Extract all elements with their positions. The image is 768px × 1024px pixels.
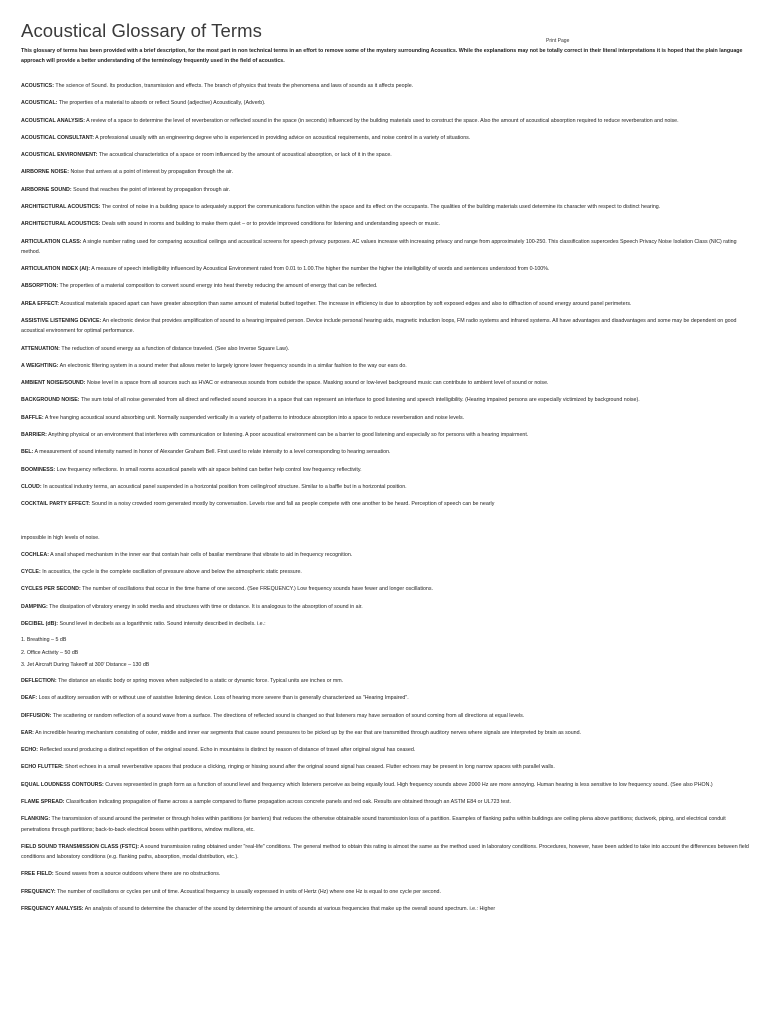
print-page-link[interactable]: Print Page xyxy=(546,38,570,44)
glossary-entry xyxy=(21,499,751,509)
glossary-term: BAFFLE: xyxy=(21,414,44,421)
glossary-definition: A free hanging acoustical sound absorbing unit. Normally suspended vertically in a variety of patterns to introduce absorption into a space to reduce reverberation and noise levels. xyxy=(44,414,465,421)
glossary-definition: A measurement of sound intensity named in honor of Alexander Graham Bell. First used to relate intensity to a level corresponding to hearing sensation. xyxy=(34,449,391,456)
glossary-term: COCHLEA: xyxy=(21,551,49,558)
glossary-term: DAMPING: xyxy=(21,603,48,610)
glossary-entry xyxy=(21,81,751,91)
glossary-definition: An electronic device that provides amplification of sound to a hearing impaired person. Device include personal hearing aids, magnetic induction loops, FM radio systems and infrared systems. All have advantages and disadvantages and some may be dependent on good acoustical environment for optimal performance. xyxy=(21,318,737,335)
page-title: Acoustical Glossary of Terms xyxy=(21,20,262,41)
glossary-definition: A snail shaped mechanism in the inner ear that contain hair cells of basilar membrane that vibrate to aid in frequency recognition. xyxy=(50,551,353,558)
glossary-term: BARRIER: xyxy=(21,432,47,439)
glossary-entry xyxy=(21,361,751,371)
glossary-term: ACOUSTICAL ANALYSIS: xyxy=(21,117,85,124)
glossary-term: FREQUENCY: xyxy=(21,888,56,895)
glossary-term: ABSORPTION: xyxy=(21,283,59,290)
glossary-definition: The science of Sound. Its production, transmission and effects. The branch of physics that treats the phenomena and laws of sounds as it affects people. xyxy=(55,83,414,89)
glossary-term: ARTICULATION INDEX (AI): xyxy=(21,266,91,273)
glossary-definition: Sound in a noisy crowded room generated mostly by conversation. Levels rise and fall as people compete with one another to be heard. Perception of speech can be nearly xyxy=(91,501,495,508)
glossary-definition: In acoustical industry terms, an acoustical panel suspended in a horizontal position from ceiling/roof structure. Similar to a baffle but in a horizontal position. xyxy=(43,483,407,490)
glossary-term: AMBIENT NOISE/SOUND: xyxy=(21,380,86,387)
glossary-entry xyxy=(21,219,751,229)
glossary-entry xyxy=(21,602,751,612)
glossary-term: ECHO FLUTTER: xyxy=(21,764,64,771)
glossary-entry xyxy=(21,316,751,336)
glossary-term: ARTICULATION CLASS: xyxy=(21,238,82,245)
glossary-term: FLANKING: xyxy=(21,816,51,823)
glossary-definition: Anything physical or an environment that interferes with communication or listening. A poor acoustical environment can be a barrier to good listening and especially so for persons with a hearing impairment. xyxy=(48,432,529,439)
glossary-entry xyxy=(21,465,751,475)
glossary-entry xyxy=(21,202,751,212)
glossary-definition: Loss of auditory sensation with or without use of assistive listening device. Loss of hearing more severe than is generally characterized as "Hearing Impaired". xyxy=(38,695,409,702)
glossary-entry xyxy=(21,344,751,354)
glossary-term: ACOUSTICAL: xyxy=(21,100,58,107)
glossary-term: ACOUSTICAL ENVIRONMENT: xyxy=(21,152,98,159)
glossary-definition: The reduction of sound energy as a function of distance traveled. (See also Inverse Square Law). xyxy=(61,345,290,352)
glossary-definition: Curves represented in graph form as a function of sound level and frequency which listeners perceive as being equally loud. High frequency sounds above 2000 Hz are more annoying. Human hearing is less sensitive to low frequency sound. (See also PHON.) xyxy=(105,781,713,788)
glossary-definition: Low frequency reflections. In small rooms acoustical panels with air space behind can better help control low frequency reflectivity. xyxy=(56,466,362,473)
glossary-definition: Sound that reaches the point of interest by propagation through air. xyxy=(73,186,231,193)
glossary-entry xyxy=(21,797,751,807)
glossary-definition: A single number rating used for comparing acoustical ceilings and acoustical screens for speech privacy purposes. AC values increase with increasing privacy and range from approximately 100-250. This classification supercedes Speech Privacy Noise Isolation Class (NIC) rating method. xyxy=(21,238,737,255)
glossary-list xyxy=(21,81,751,921)
glossary-entry xyxy=(21,447,751,457)
glossary-definition: The distance an elastic body or spring moves when subjected to a static or dynamic force. Typical units are inches or mm. xyxy=(58,677,344,684)
glossary-entry xyxy=(21,413,751,423)
glossary-term: CYCLES PER SECOND: xyxy=(21,586,81,593)
glossary-definition: Noise level in a space from all sources such as HVAC or extraneous sounds from outside the space. Masking sound or low-level background music can contribute to ambient level of sound or noise. xyxy=(86,380,549,387)
glossary-entry xyxy=(21,281,751,291)
glossary-definition: A review of a space to determine the level of reverberation or reflected sound in the space (in seconds) influenced by the building materials used to construct the space. Also the amount of acoustical absorption required to reduce reverberation and noise. xyxy=(86,117,679,124)
glossary-entry xyxy=(21,133,751,143)
glossary-definition: The dissipation of vibratory energy in solid media and structures with time or distance. It is analogous to the absorption of sound in air. xyxy=(49,603,363,610)
glossary-entry xyxy=(21,745,751,755)
glossary-definition: An incredible hearing mechanism consisting of outer, middle and inner ear segments that cause sound pressures to be picked up by the ear that are transmitted through auditory nerves where signals are interpreted by brain as sound. xyxy=(35,729,582,736)
glossary-term: A WEIGHTING: xyxy=(21,362,59,369)
glossary-entry xyxy=(21,780,751,790)
glossary-term: ASSISTIVE LISTENING DEVICE: xyxy=(21,318,102,325)
glossary-entry xyxy=(21,482,751,492)
glossary-definition: The number of oscillations that occur in the time frame of one second. (See FREQUENCY.) Low frequency sounds have fewer and longer oscillations. xyxy=(82,586,433,593)
glossary-definition: The properties of a material composition to convert sound energy into heat thereby reducing the amount of energy that can be reflected. xyxy=(59,283,378,290)
glossary-term: BACKGROUND NOISE: xyxy=(21,397,80,404)
page-break xyxy=(21,517,751,533)
glossary-definition: A professional usually with an engineering degree who is experienced in providing advice on acoustical requirements, and noise control in a variety of situations. xyxy=(95,134,471,141)
list-item: 2. Office Activity – 50 dB xyxy=(21,649,79,656)
glossary-entry xyxy=(21,842,751,862)
glossary-definition: The scattering or random reflection of a sound wave from a surface. The directions of reflected sound is changed so that listeners may have sensation of sound coming from all directions at equal levels. xyxy=(52,712,525,719)
intro-paragraph: This glossary of terms has been provided with a brief description, for the most part in non technical terms in an effort to remove some of the mystery surrounding Acoustics. While the explanations may not be totally correct in their literal interpretations it is hoped that the plain language approach will provide a better understanding of the terminology frequently used in the field of acoustics. xyxy=(21,48,743,65)
glossary-entry xyxy=(21,869,751,879)
decibel-examples-list xyxy=(21,634,751,671)
glossary-term: ACOUSTICS: xyxy=(21,83,54,89)
glossary-entry xyxy=(21,762,751,772)
glossary-term: DIFFUSION: xyxy=(21,712,52,719)
glossary-entry xyxy=(21,584,751,594)
glossary-entry xyxy=(21,116,751,126)
glossary-entry xyxy=(21,533,751,543)
glossary-term: FREQUENCY ANALYSIS: xyxy=(21,905,84,912)
glossary-term: AREA EFFECT: xyxy=(21,300,60,307)
glossary-definition: Classification indicating propagation of flame across a sample compared to flame propagation across concrete panels and red oak. Results are obtained through an ASTM E84 or UL723 test. xyxy=(66,799,511,805)
glossary-definition: Deals with sound in rooms and building to make them quiet – or to provide improved conditions for listening and understanding speech or music. xyxy=(101,221,440,228)
glossary-definition: An electronic filtering system in a sound meter that allows meter to largely ignore lower frequency sounds in a similar fashion to the way our ears do. xyxy=(59,362,407,369)
glossary-term: ARCHITECTURAL ACOUSTICS: xyxy=(21,221,101,228)
glossary-definition: The transmission of sound around the perimeter or through holes within partitions (or barriers) that reduces the otherwise obtainable sound transmission loss of a partition. Examples of flanking paths within buildings are ceiling plena above partitions; ductwork, piping, and electrical conduit penetrations through partitions; back-to-back electrical boxes within partitions, window mullions, etc. xyxy=(21,816,726,833)
glossary-definition: Sound level in decibels as a logarithmic ratio. Sound intensity described in decibels. i.e.: xyxy=(59,621,266,628)
glossary-entry xyxy=(21,676,751,686)
glossary-entry xyxy=(21,185,751,195)
glossary-entry xyxy=(21,619,751,629)
glossary-definition: An analysis of sound to determine the character of the sound by determining the amount of sounds at various frequencies that make up the overall sound spectrum. i.e.: Higher xyxy=(84,905,496,912)
glossary-term: DEFLECTION: xyxy=(21,677,57,684)
glossary-term: ARCHITECTURAL ACOUSTICS: xyxy=(21,204,101,211)
glossary-entry xyxy=(21,264,751,274)
glossary-definition: A measure of speech intelligibility influenced by Acoustical Environment rated from 0.01 to 1.00.The higher the number the higher the intelligibility of words and sentences understood from 0-100%. xyxy=(91,266,550,273)
glossary-entry xyxy=(21,98,751,108)
glossary-entry xyxy=(21,378,751,388)
glossary-entry xyxy=(21,567,751,577)
glossary-term: DEAF: xyxy=(21,695,38,702)
glossary-term: ACOUSTICAL CONSULTANT: xyxy=(21,134,94,141)
glossary-term: FIELD SOUND TRANSMISSION CLASS (FSTC): xyxy=(21,843,140,850)
glossary-definition: The acoustical characteristics of a space or room influenced by the amount of acoustical absorption, or lack of it in the space. xyxy=(98,152,392,159)
glossary-entry xyxy=(21,430,751,440)
glossary-term: COCKTAIL PARTY EFFECT: xyxy=(21,501,91,508)
glossary-term: EQUAL LOUDNESS CONTOURS: xyxy=(21,781,104,788)
glossary-entry xyxy=(21,550,751,560)
glossary-term: DECIBEL (dB): xyxy=(21,621,58,628)
glossary-term: FREE FIELD: xyxy=(21,871,54,878)
glossary-entry xyxy=(21,728,751,738)
glossary-entry xyxy=(21,150,751,160)
glossary-definition: The control of noise in a building space to adequately support the communications function within the space and its effect on the occupants. The qualities of the building materials used determine its character with respect to distinct hearing. xyxy=(101,204,661,211)
glossary-entry xyxy=(21,814,751,834)
glossary-term: ECHO: xyxy=(21,747,39,754)
glossary-definition: Noise that arrives at a point of interest by propagation through the air. xyxy=(70,169,234,176)
glossary-definition: impossible in high levels of noise. xyxy=(21,534,100,541)
glossary-definition: In acoustics, the cycle is the complete oscillation of pressure above and below the atmospheric static pressure. xyxy=(42,569,302,576)
glossary-entry xyxy=(21,299,751,309)
list-item: 1. Breathing – 5 dB xyxy=(21,637,67,644)
glossary-term: ATTENUATION: xyxy=(21,345,60,352)
glossary-definition: The sum total of all noise generated from all direct and reflected sound sources in a space that can represent an interface to good listening and speech intelligibility. (Hearing impaired persons are especially victimized by background noise). xyxy=(80,397,640,404)
glossary-definition: A sound transmission rating obtained under "real-life" conditions. The general method to obtain this rating is almost the same as the method used in laboratory conditions. Procedures, however, have been added to take into account the differences between field conditions and laboratory conditions (e.g. flanking paths, absorption, modal distribution, etc.). xyxy=(21,843,749,860)
glossary-entry xyxy=(21,904,751,914)
glossary-term: CYCLE: xyxy=(21,569,41,576)
glossary-definition: The properties of a material to absorb or reflect Sound (adjective) Acoustically, (Adverb). xyxy=(58,100,266,107)
glossary-term: BEL: xyxy=(21,449,34,456)
glossary-entry xyxy=(21,693,751,703)
glossary-term: FLAME SPREAD: xyxy=(21,799,65,805)
glossary-term: EAR: xyxy=(21,729,34,736)
glossary-definition: Acoustical materials spaced apart can have greater absorption than same amount of material butted together. The increase in efficiency is due to absorption by soft exposed edges and also to diffraction of sound energy around panel perimeters. xyxy=(60,300,632,307)
glossary-definition: Sound waves from a source outdoors where there are no obstructions. xyxy=(55,871,221,878)
glossary-entry xyxy=(21,887,751,897)
list-item: 3. Jet Aircraft During Takeoff at 300' Distance – 130 dB xyxy=(21,661,150,668)
glossary-term: BOOMINESS: xyxy=(21,466,56,473)
glossary-term: CLOUD: xyxy=(21,483,42,490)
glossary-definition: Short echoes in a small reverberative spaces that produce a clicking, ringing or hissing sound after the original sound signal has ceased. Flutter echoes may be present in long narrow spaces with parallel walls. xyxy=(65,764,555,771)
glossary-entry xyxy=(21,167,751,177)
glossary-entry xyxy=(21,237,751,257)
glossary-definition: The number of oscillations or cycles per unit of time. Acoustical frequency is usually expressed in units of Hertz (Hz) where one Hz is equal to one cycle per second. xyxy=(57,888,441,895)
glossary-entry xyxy=(21,395,751,405)
glossary-term: AIRBORNE NOISE: xyxy=(21,169,69,176)
glossary-term: AIRBORNE SOUND: xyxy=(21,186,72,193)
glossary-definition: Reflected sound producing a distinct repetition of the original sound. Echo in mountains is distinct by reason of distance of travel after original signal has ceased. xyxy=(39,747,416,754)
glossary-entry xyxy=(21,711,751,721)
